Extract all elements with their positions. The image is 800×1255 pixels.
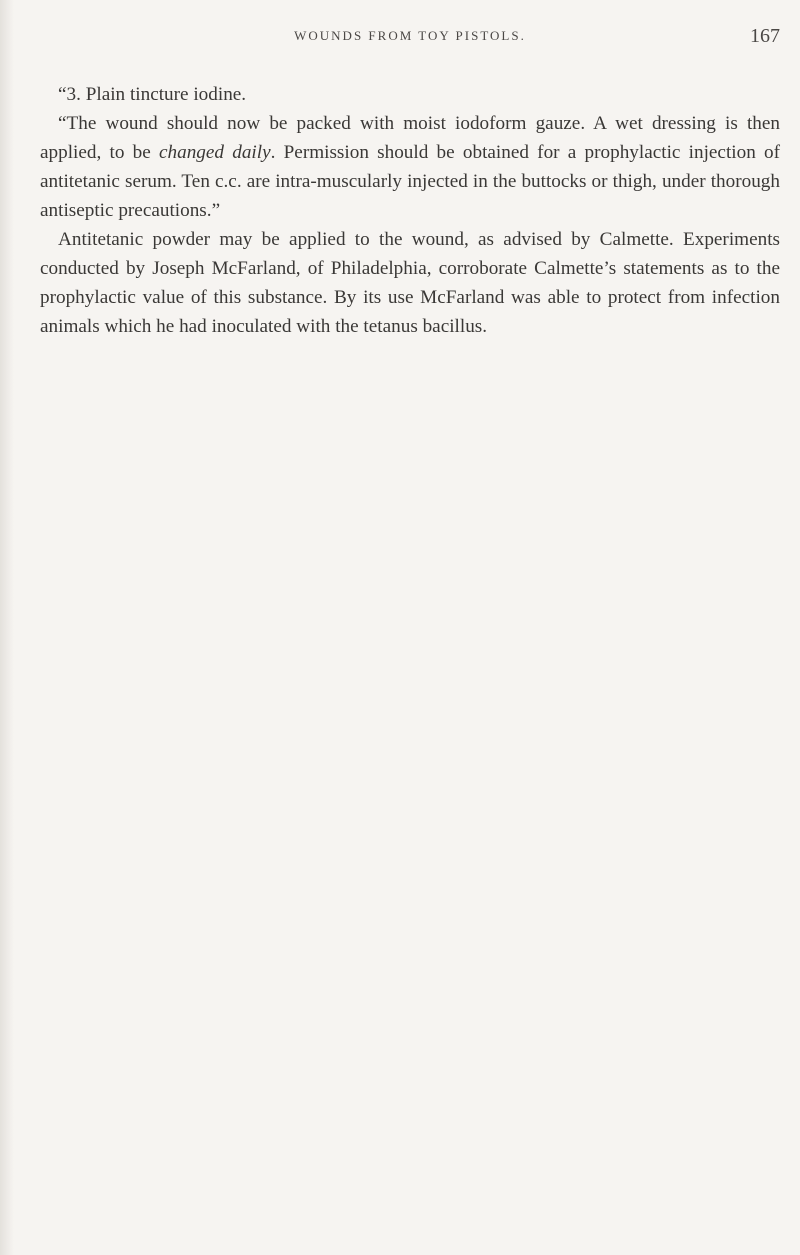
page-number: 167 — [750, 25, 780, 47]
paragraph-1: “3. Plain tincture iodine. — [58, 84, 247, 105]
paragraph-3: Antitetanic powder may be applied to the wound, as advised by Calmette. Experiments conducted by Joseph McFarland, of Philadelphia, corroborate Calmette’s statements as to the prophylactic value of this substance. By its use McFarland was able to protect from infection animals which he had inoculated with the tetanus bacillus. — [40, 229, 780, 337]
running-head — [40, 25, 780, 52]
emphasis-changed-daily: changed daily — [159, 142, 271, 163]
page-edge-shadow — [0, 0, 14, 1255]
running-title: WOUNDS FROM TOY PISTOLS. — [294, 28, 526, 43]
body-text — [40, 80, 780, 341]
paragraph-2-part-2: . Permission should be obtained for a prophylactic injection of antitetanic serum. Ten c.c. are intra-muscularly injected in the buttocks or thigh, under thorough antiseptic precautions.” — [40, 142, 780, 221]
paragraph-2 — [40, 109, 780, 225]
paragraph-2-part-1: “The wound should now be packed with moist iodoform gauze. A wet dressing is then applied, to be — [40, 113, 780, 163]
